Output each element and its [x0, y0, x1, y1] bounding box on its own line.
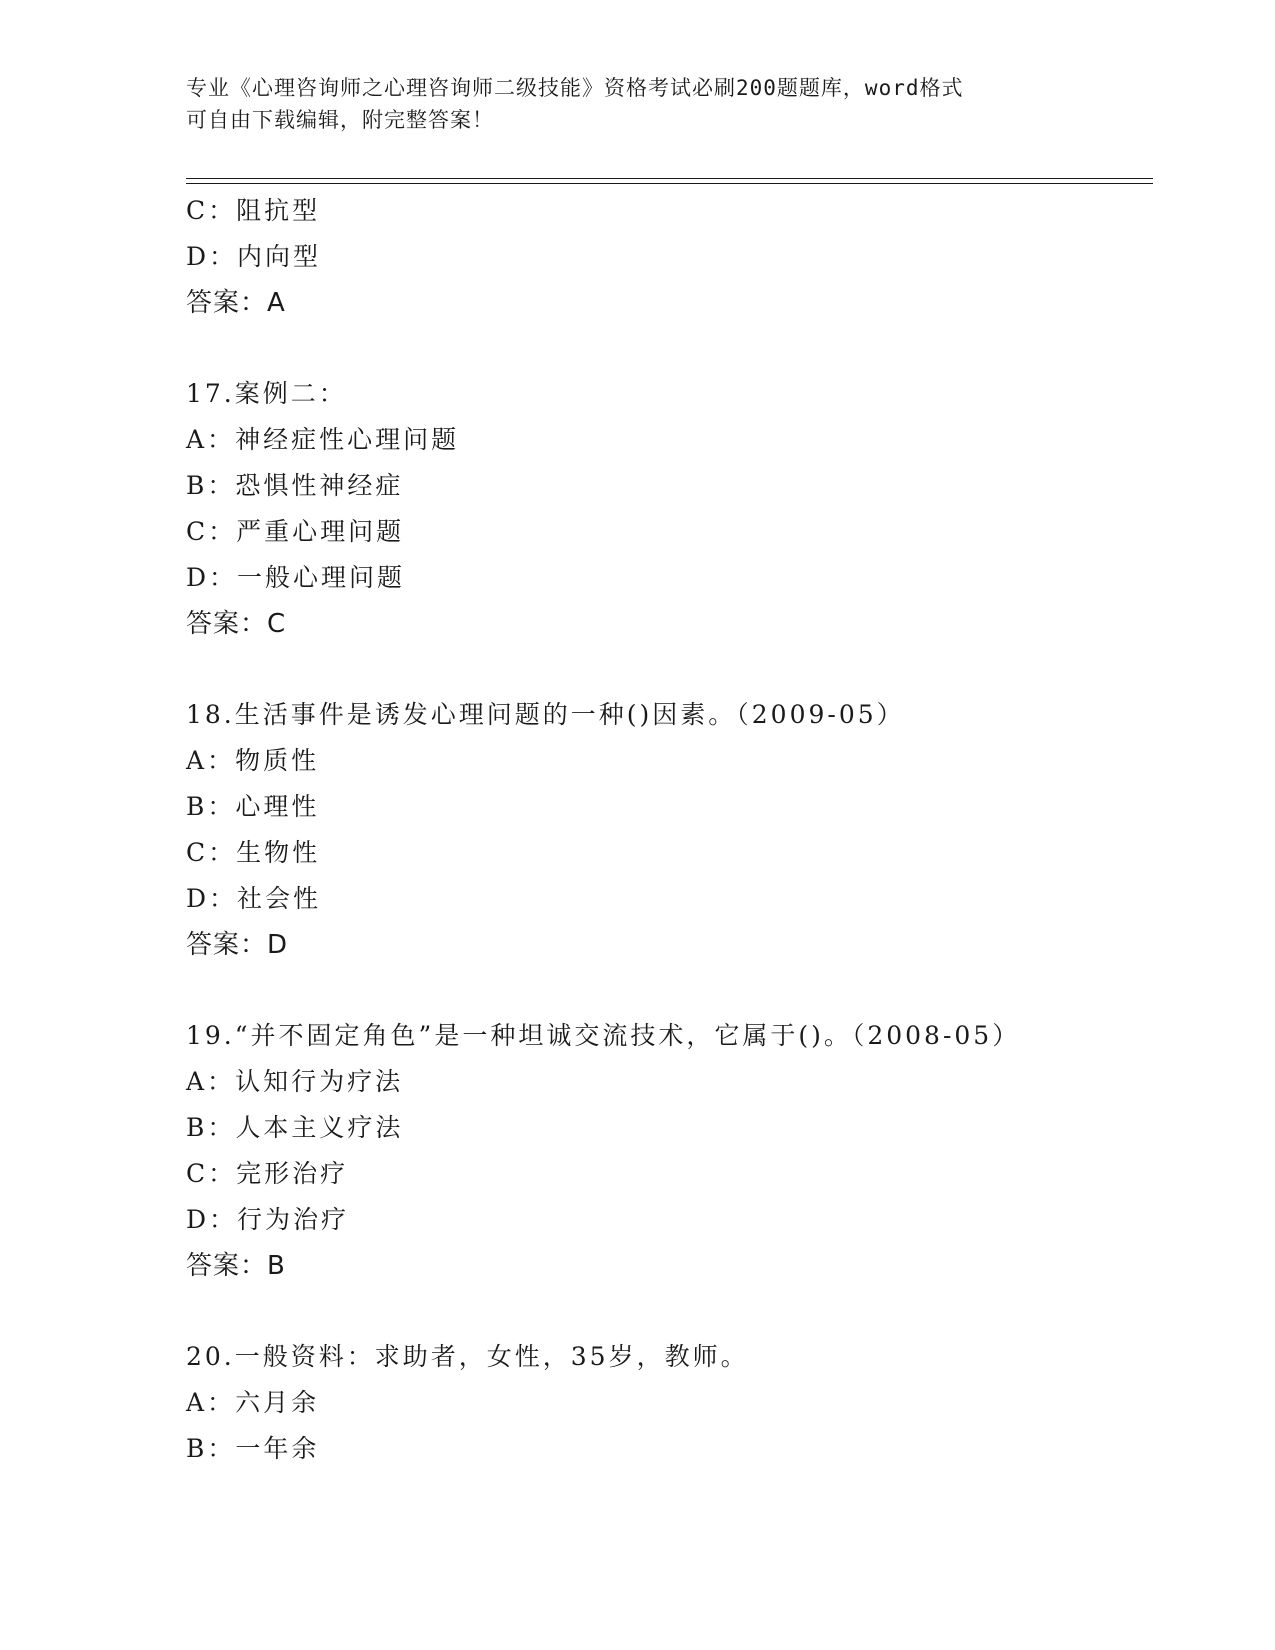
option-key: A：	[186, 1388, 236, 1417]
option-key: B：	[186, 471, 236, 500]
option-a	[186, 417, 1146, 463]
option-a	[186, 738, 1146, 784]
option-key: D：	[186, 1205, 238, 1234]
answer-line: 答案：D	[186, 930, 289, 960]
option-text: 一般心理问题	[237, 563, 406, 592]
option-key: B：	[186, 792, 236, 821]
option-key: C：	[186, 838, 237, 867]
option-text: 心理性	[235, 792, 320, 821]
question-stem: 19.“并不固定角色”是一种坦诚交流技术，它属于()。（2008-05）	[186, 1021, 1021, 1050]
question-stem: 20.一般资料：求助者，女性，35岁，教师。	[186, 1342, 749, 1371]
option-key: A：	[186, 1067, 236, 1096]
option-text: 物质性	[235, 746, 320, 775]
option-text: 神经症性心理问题	[235, 425, 460, 454]
option-key: B：	[186, 1434, 236, 1463]
option-text: 严重心理问题	[236, 517, 405, 546]
spacer	[186, 647, 1146, 692]
option-key: D：	[186, 884, 238, 913]
option-c	[186, 830, 1146, 876]
option-d	[186, 234, 1146, 280]
option-b	[186, 1426, 1146, 1472]
option-text: 认知行为疗法	[235, 1067, 404, 1096]
option-a	[186, 1059, 1146, 1105]
option-b	[186, 1105, 1146, 1151]
header-title-line-2: 可自由下载编辑，附完整答案！	[186, 108, 494, 132]
option-text: 恐惧性神经症	[235, 471, 404, 500]
option-b	[186, 463, 1146, 509]
option-text: 六月余	[235, 1388, 320, 1417]
option-text: 人本主义疗法	[235, 1113, 404, 1142]
option-key: C：	[186, 196, 237, 225]
option-text: 阻抗型	[236, 196, 321, 225]
answer-line: 答案：C	[186, 609, 287, 639]
question-stem: 17.案例二：	[186, 379, 347, 408]
option-text: 生物性	[236, 838, 321, 867]
spacer	[186, 326, 1146, 371]
option-key: D：	[186, 242, 238, 271]
option-text: 完形治疗	[236, 1159, 349, 1188]
option-key: A：	[186, 425, 236, 454]
option-c	[186, 188, 1146, 234]
option-c	[186, 509, 1146, 555]
header-title-line-1: 专业《心理咨询师之心理咨询师二级技能》资格考试必刷200题题库，word格式	[186, 76, 964, 100]
option-key: C：	[186, 1159, 237, 1188]
option-d	[186, 1197, 1146, 1243]
option-key: B：	[186, 1113, 236, 1142]
option-key: A：	[186, 746, 236, 775]
question-19	[186, 1013, 1146, 1289]
option-d	[186, 876, 1146, 922]
option-text: 社会性	[237, 884, 322, 913]
answer-line: 答案：A	[186, 288, 286, 318]
spacer	[186, 968, 1146, 1013]
spacer	[186, 1289, 1146, 1334]
option-key: C：	[186, 517, 237, 546]
option-text: 内向型	[237, 242, 322, 271]
option-b	[186, 784, 1146, 830]
option-text: 行为治疗	[237, 1205, 350, 1234]
option-d	[186, 555, 1146, 601]
option-c	[186, 1151, 1146, 1197]
option-text: 一年余	[235, 1434, 320, 1463]
question-20	[186, 1334, 1146, 1472]
header-divider-bottom	[186, 183, 1153, 184]
header-divider-top	[186, 178, 1153, 179]
question-17	[186, 371, 1146, 647]
option-key: D：	[186, 563, 238, 592]
answer-line: 答案：B	[186, 1251, 286, 1281]
document-header	[186, 72, 1076, 136]
option-a	[186, 1380, 1146, 1426]
question-list	[186, 188, 1146, 1472]
question-16-tail	[186, 188, 1146, 326]
question-stem: 18.生活事件是诱发心理问题的一种()因素。（2009-05）	[186, 700, 905, 729]
question-18	[186, 692, 1146, 968]
